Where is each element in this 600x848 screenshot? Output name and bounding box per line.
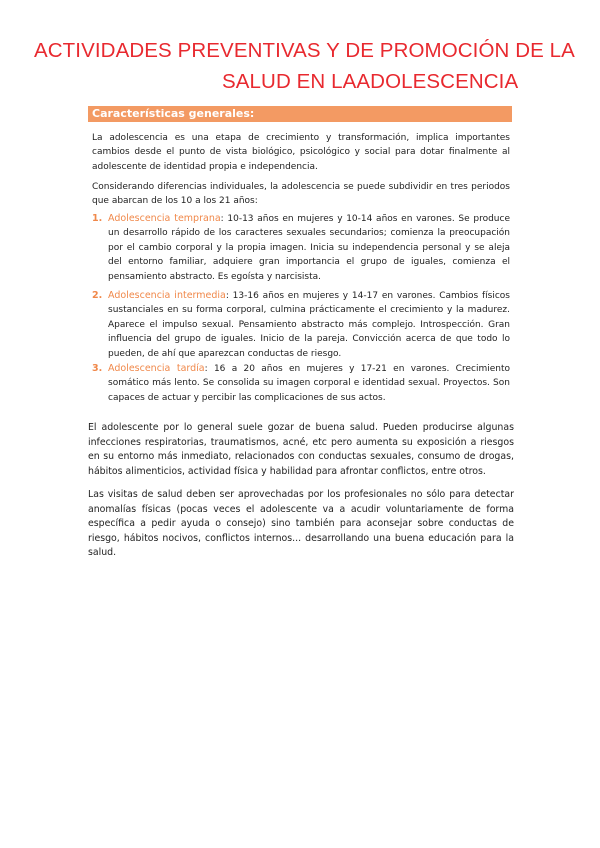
list-item-body xyxy=(108,289,510,361)
intro-paragraph-2: Considerando diferencias individuales, la adolescencia se puede subdividir en tres periodos que abarcan de los 10 a los 21 años: xyxy=(92,182,510,207)
section-header: Características generales: xyxy=(88,106,512,122)
list-item-text: : 16 a 20 años en mujeres y 17-21 en varones. Crecimiento somático más lento. Se consolida su imagen corporal e identidad sexual. Proyectos. Son capaces de actuar y percibir las complicaciones de sus actos. xyxy=(108,364,510,403)
list-item-body xyxy=(108,212,510,284)
list-item-heading: Adolescencia tardía xyxy=(108,363,205,374)
body-paragraph-2: Las visitas de salud deben ser aprovechadas por los profesionales no sólo para detectar anomalías físicas (pocas veces el adolescente va a acudir voluntariamente de forma específica a pedir ayuda o consejo) sino también para aconsejar sobre conductas de riesgo, hábitos nocivos, conflictos internos... desarrollando una buena educación para la salud. xyxy=(88,489,514,559)
list-number: 1. xyxy=(92,213,103,224)
list-item-body xyxy=(108,362,510,405)
body-paragraph-1: El adolescente por lo general suele gozar de buena salud. Pueden producirse algunas infecciones respiratorias, traumatismos, acné, etc pero aumenta su exposición a riesgos en su entorno más inmediato, relacionados con conductas sexuales, consumo de drogas, hábitos alimenticios, actividad física y habilidad para afrontar conflictos, entre otros. xyxy=(88,422,514,477)
page-title-line-1: ACTIVIDADES PREVENTIVAS Y DE PROMOCIÓN DE LA xyxy=(34,39,575,62)
list-item-text: : 13-16 años en mujeres y 14-17 en varones. Cambios físicos sustanciales en su forma corporal, culmina prácticamente el crecimiento y la madurez. Aparece el impulso sexual. Pensamiento abstracto más complejo. Introspección. Gran influencia del grupo de iguales. Inicio de la pareja. Convicción acerca de que todo lo pueden, de ahí que aparezcan conductas de riesgo. xyxy=(108,291,510,359)
list-number: 3. xyxy=(92,363,103,374)
list-item-text: : 10-13 años en mujeres y 10-14 años en varones. Se produce un desarrollo rápido de los caracteres sexuales secundarios; comienza la preocupación por el cambio corporal y la propia imagen. Inicia su independencia personal y se aleja del entorno familiar, adquiere gran importancia el grupo de iguales, comienza el pensamiento abstracto. Es egoísta y narcisista. xyxy=(108,214,510,282)
intro-paragraph-1: La adolescencia es una etapa de crecimiento y transformación, implica importantes cambios desde el punto de vista biológico, psicológico y social para dotar finalmente al adolescente de identidad propia e independencia. xyxy=(92,133,510,172)
list-item-heading: Adolescencia temprana xyxy=(108,213,221,224)
list-number: 2. xyxy=(92,290,103,301)
list-item-heading: Adolescencia intermedia xyxy=(108,290,226,301)
page-title-line-2: SALUD EN LAADOLESCENCIA xyxy=(222,70,519,93)
